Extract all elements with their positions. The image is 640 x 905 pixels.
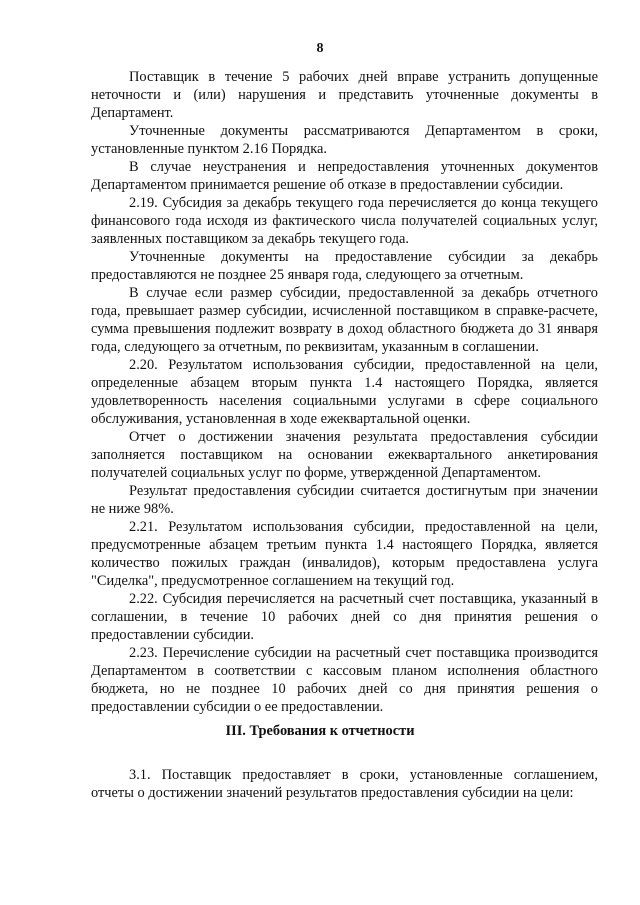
paragraph-2-19: 2.19. Субсидия за декабрь текущего года перечисляется до конца текущего финансового года исходя из фактического числа получателей социальных услуг, заявленных поставщиком за декабрь текущего года. bbox=[91, 195, 598, 247]
paragraph-refusal-decision: В случае неустранения и непредоставления уточненных документов Департаментом принимается решение об отказе в предоставлении субсидии. bbox=[91, 159, 598, 193]
document-body bbox=[91, 68, 598, 716]
paragraph-2-23: 2.23. Перечисление субсидии на расчетный счет поставщика производится Департаментом в соответствии с кассовым планом исполнения областного бюджета, но не позднее 10 рабочих дней со дня принятия решения о предоставлении субсидии о ее предоставлении. bbox=[91, 645, 598, 715]
section-body bbox=[91, 766, 598, 802]
paragraph-corrections-deadline: Поставщик в течение 5 рабочих дней вправе устранить допущенные неточности и (или) нарушения и представить уточненные документы в Департамент. bbox=[91, 69, 598, 121]
paragraph-2-21: 2.21. Результатом использования субсидии, предоставленной на цели, предусмотренные абзацем третьим пункта 1.4 настоящего Порядка, является количество пожилых граждан (инвалидов), которым предоставлена услуга "Сиделка", предусмотренное соглашением на текущий год. bbox=[91, 519, 598, 589]
paragraph-excess-refund: В случае если размер субсидии, предоставленной за декабрь отчетного года, превышает размер субсидии, исчисленной поставщиком в справке-расчете, сумма превышения подлежит возврату в доход областного бюджета до 31 января года, следующего за отчетным, по реквизитам, указанным в соглашении. bbox=[91, 285, 598, 355]
paragraph-2-20: 2.20. Результатом использования субсидии, предоставленной на цели, определенные абзацем вторым пункта 1.4 настоящего Порядка, является удовлетворенность населения социальными услугами в сфере социального обслуживания, установленная в ходе ежеквартальной оценки. bbox=[91, 357, 598, 427]
paragraph-2-22: 2.22. Субсидия перечисляется на расчетный счет поставщика, указанный в соглашении, в течение 10 рабочих дней со дня принятия решения о предоставлении субсидии. bbox=[91, 591, 598, 643]
paragraph-december-documents: Уточненные документы на предоставление субсидии за декабрь предоставляются не позднее 25 января года, следующего за отчетным. bbox=[91, 249, 598, 283]
paragraph-corrected-documents-review: Уточненные документы рассматриваются Департаментом в сроки, установленные пунктом 2.16 Порядка. bbox=[91, 123, 598, 157]
paragraph-result-threshold: Результат предоставления субсидии считается достигнутым при значении не ниже 98%. bbox=[91, 483, 598, 517]
section-heading-reporting: III. Требования к отчетности bbox=[225, 723, 415, 739]
paragraph-result-report: Отчет о достижении значения результата предоставления субсидии заполняется поставщиком на основании ежеквартального анкетирования получателей социальных услуг по форме, утвержденной Департаментом. bbox=[91, 429, 598, 481]
paragraph-3-1: 3.1. Поставщик предоставляет в сроки, установленные соглашением, отчеты о достижении значений результатов предоставления субсидии на цели: bbox=[91, 767, 598, 801]
page-number: 8 bbox=[316, 41, 324, 56]
